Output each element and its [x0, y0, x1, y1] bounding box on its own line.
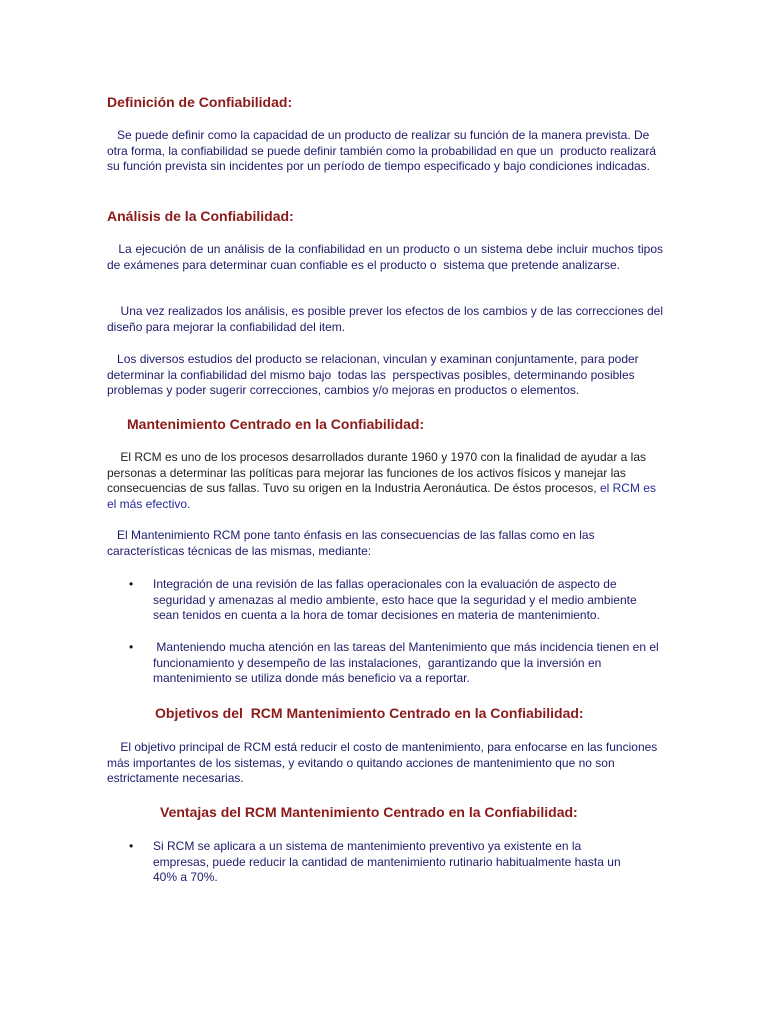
paragraph-analisis-1: La ejecución de un análisis de la confiabilidad en un producto o un sistema debe incluir muchos tipos de exámenes para determinar cuan confiable es el producto o sistema que pretende analizarse. — [107, 242, 667, 272]
paragraph-analisis-3: Los diversos estudios del producto se relacionan, vinculan y examinan conjuntamente, para poder determinar la confiabilidad del mismo bajo todas las perspectivas posibles, determinando posibles problemas y poder sugerir correcciones, cambios y/o mejoras en productos o elementos. — [107, 352, 643, 397]
section-heading-definicion: Definición de Confiabilidad: — [107, 94, 293, 110]
bullet-icon: • — [129, 640, 134, 654]
paragraph-rcm-origen — [107, 450, 663, 512]
paragraph-analisis-2: Una vez realizados los análisis, es posible prever los efectos de los cambios y de las correcciones del diseño para mejorar la confiabilidad del item. — [107, 304, 667, 334]
paragraph-rcm-enfasis: El Mantenimiento RCM pone tanto énfasis en las consecuencias de las fallas como en las características técnicas de las mismas, mediante: — [107, 528, 598, 558]
bullet-icon: • — [129, 839, 134, 853]
section-heading-mantenimiento: Mantenimiento Centrado en la Confiabilidad: — [127, 416, 425, 432]
list-item-text: Manteniendo mucha atención en las tareas del Mantenimiento que más incidencia tienen en el funcionamiento y desempeño de las instalaciones, garantizando que la inversión en mantenimiento se utiliza donde más beneficio va a reportar. — [153, 640, 666, 685]
section-heading-analisis: Análisis de la Confiabilidad: — [107, 208, 294, 224]
bullet-icon: • — [129, 577, 134, 591]
paragraph-definicion: Se puede definir como la capacidad de un producto de realizar su función de la manera prevista. De otra forma, la confiabilidad se puede definir también como la probabilidad en que un producto realizará su función prevista sin incidentes por un período de tiempo especificado y bajo condiciones indicadas. — [107, 128, 660, 173]
section-heading-objetivos: Objetivos del RCM Mantenimiento Centrado en la Confiabilidad: — [155, 705, 584, 721]
section-heading-ventajas: Ventajas del RCM Mantenimiento Centrado en la Confiabilidad: — [160, 804, 578, 820]
paragraph-objetivos: El objetivo principal de RCM está reducir el costo de mantenimiento, para enfocarse en las funciones más importantes de los sistemas, y evitando o quitando acciones de mantenimiento que no son estrictamente necesarias. — [107, 740, 661, 785]
list-item-text: Si RCM se aplicara a un sistema de mantenimiento preventivo ya existente en la empresas, puede reducir la cantidad de mantenimiento rutinario habitualmente hasta un 40% a 70%. — [153, 839, 621, 884]
list-item-text: Integración de una revisión de las fallas operacionales con la evaluación de aspecto de seguridad y amenazas al medio ambiente, esto hace que la seguridad y el medio ambiente sean tenidos en cuenta a la hora de tomar decisiones en materia de mantenimiento. — [153, 577, 637, 622]
paragraph-rcm-origen-tail: el RCM es el más efectivo. — [107, 481, 660, 511]
paragraph-rcm-origen-main: El RCM es uno de los procesos desarrollados durante 1960 y 1970 con la finalidad de ayudar a las personas a determinar las políticas para mejorar las funciones de los activos físicos y manejar las consecuencias de sus fallas. Tuvo su origen en la Industria Aeronáutica. De éstos procesos, — [107, 450, 650, 495]
